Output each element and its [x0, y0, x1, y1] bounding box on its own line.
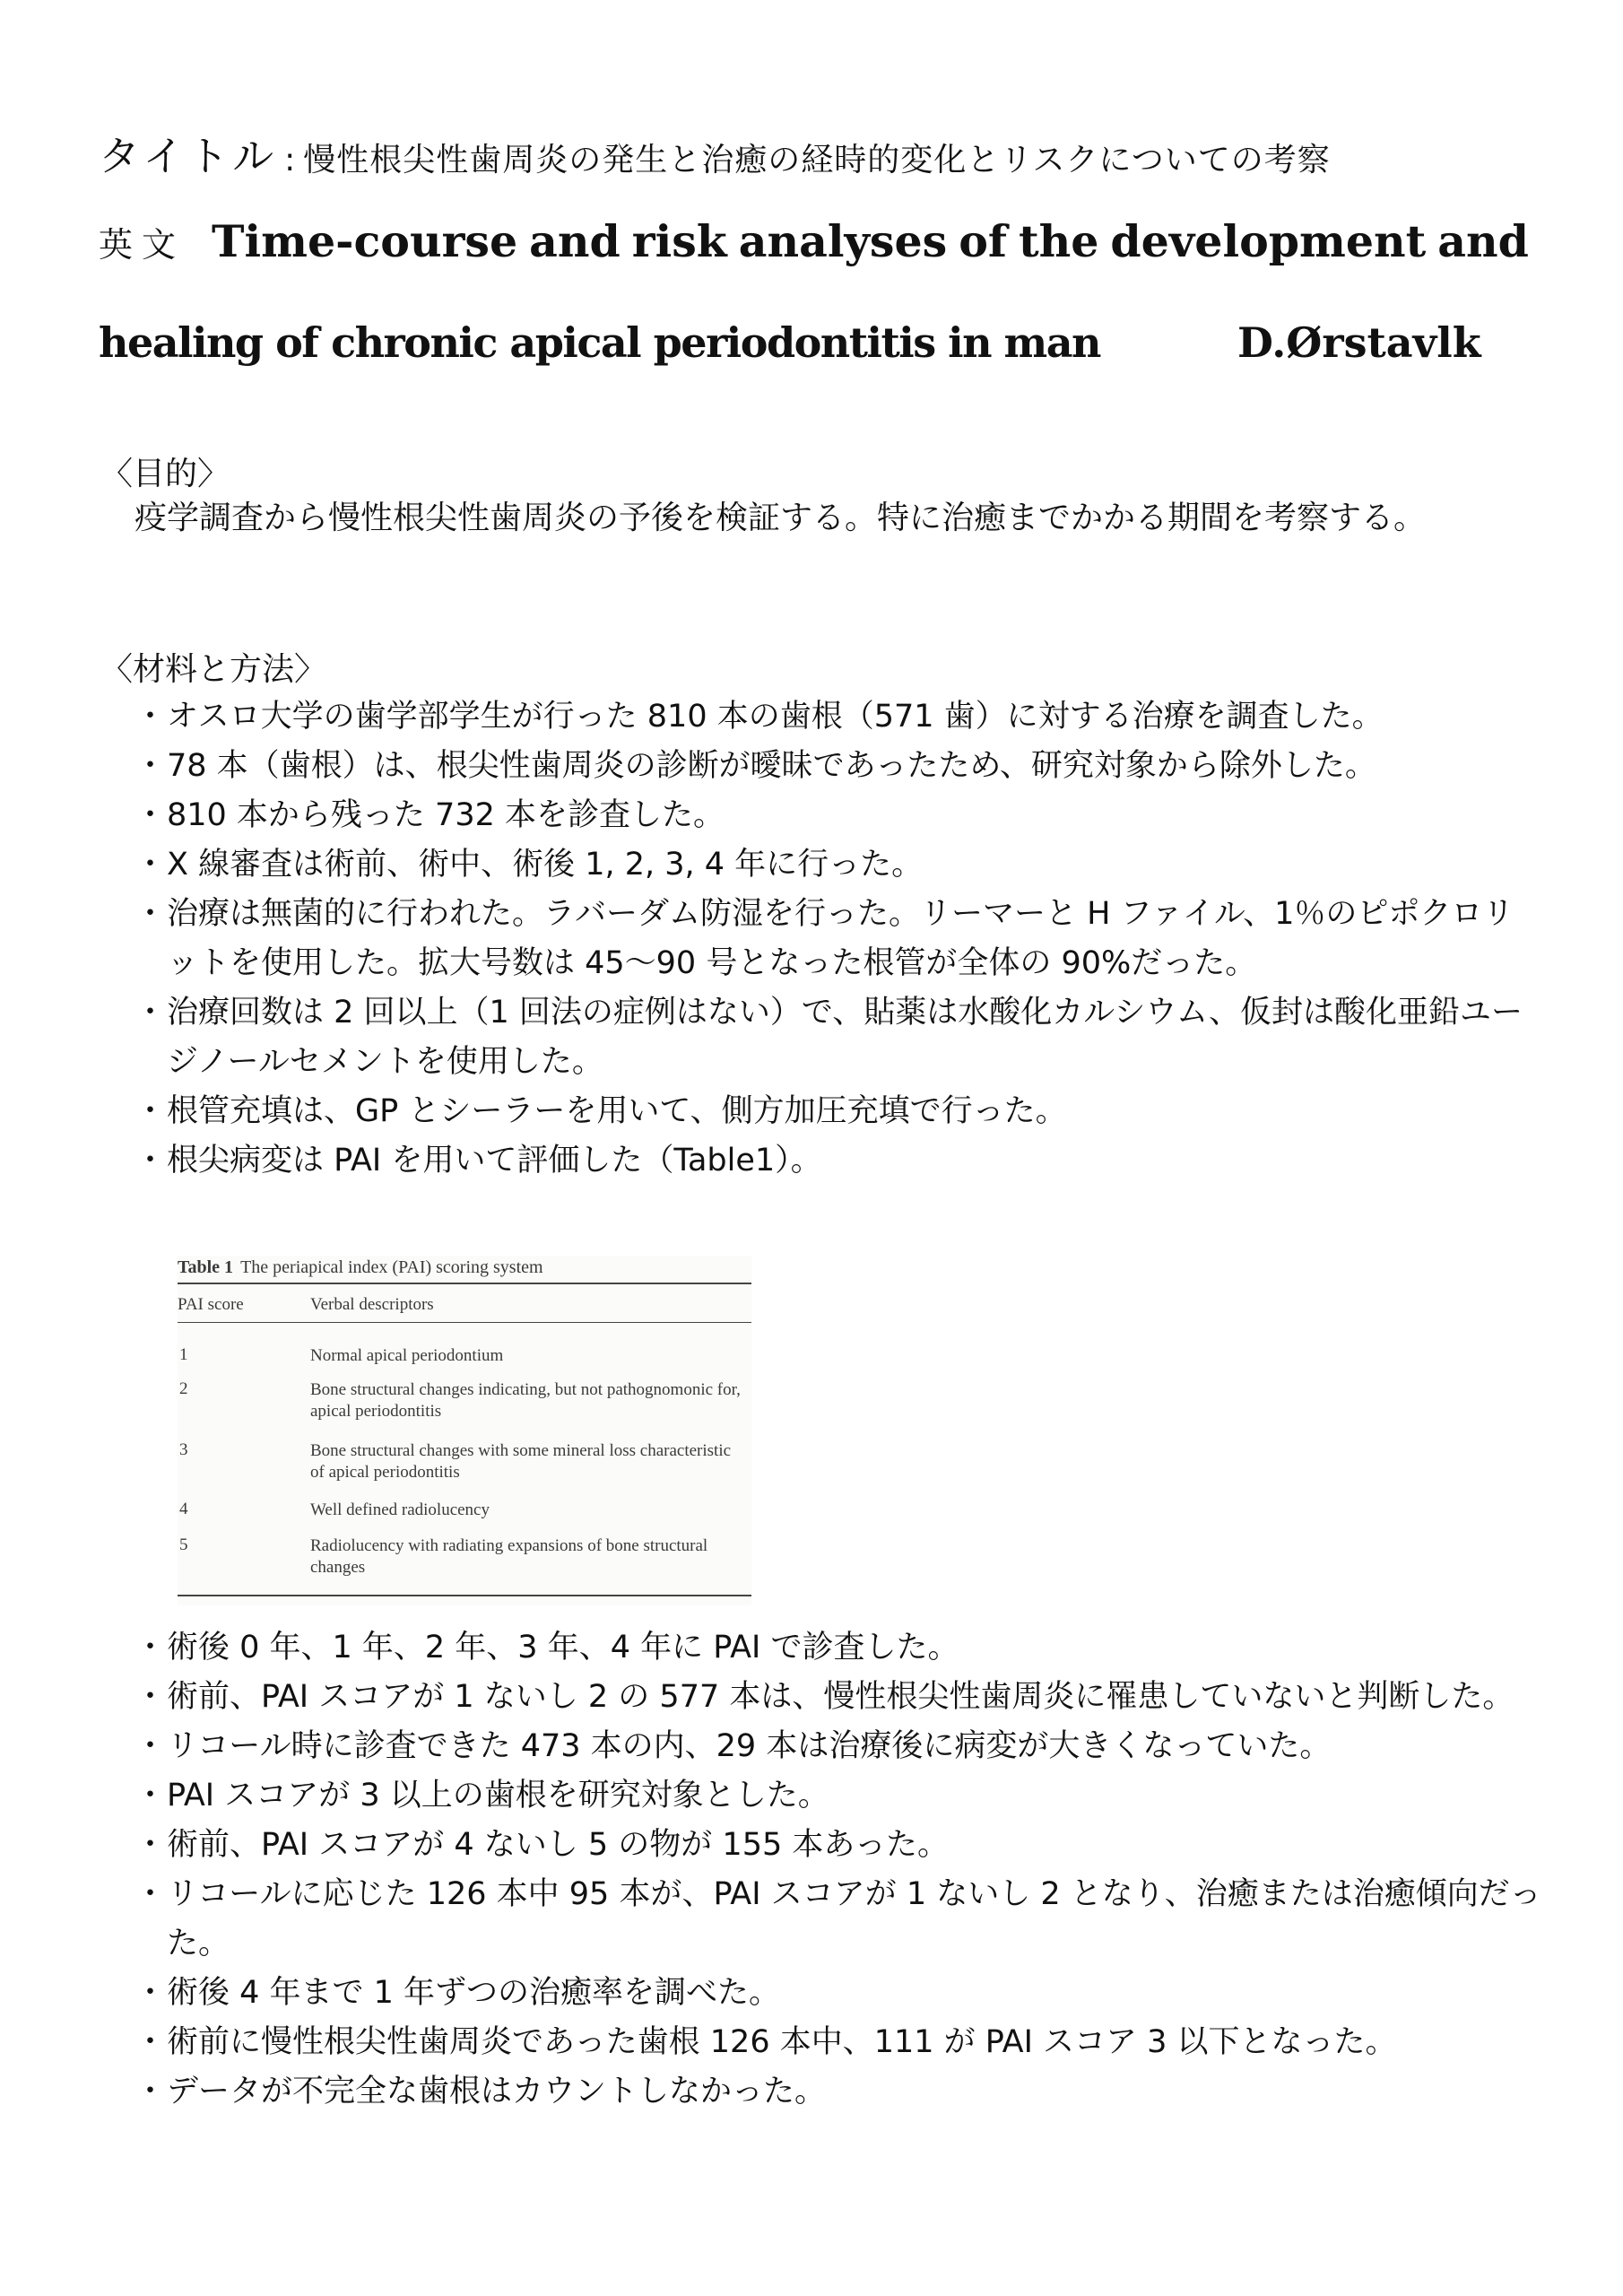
methods-item: [135, 742, 1542, 791]
results-item: [135, 1673, 1542, 1722]
english-title-word: the: [1018, 215, 1099, 267]
bullet-mark: ・: [135, 1876, 167, 1912]
bullet-mark: ・: [135, 1093, 167, 1129]
english-label: 英文: [99, 225, 186, 265]
english-title-word: and: [529, 215, 621, 267]
methods-item-text: X 線審査は術前、術中、術後 1, 2, 3, 4 年に行った。: [167, 847, 924, 883]
table-row-score: 1: [179, 1345, 188, 1364]
document-title: [99, 124, 1331, 183]
table-bottom-rule: [178, 1595, 751, 1596]
bullet-mark: ・: [135, 1827, 167, 1863]
results-item: [135, 2067, 1542, 2117]
english-title-word: of: [959, 215, 1007, 267]
title-label: タイトル: [99, 132, 278, 180]
methods-item-text: オスロ大学の歯学部学生が行った 810 本の歯根（571 歯）に対する治療を調査した。: [167, 699, 1384, 735]
english-title-second-line: healing of chronic apical periodontitis in man: [99, 318, 1100, 367]
purpose-text: 疫学調査から慢性根尖性歯周炎の予後を検証する。特に治癒までかかる期間を考察する。: [135, 500, 1427, 536]
english-title-word: risk: [631, 215, 727, 267]
english-title-word: and: [1437, 215, 1529, 267]
methods-item: [135, 1136, 1542, 1186]
bullet-mark: ・: [135, 995, 167, 1031]
results-item: [135, 1623, 1542, 1673]
pai-table-figure: [178, 1256, 751, 1605]
results-item-text: リコール時に診査できた 473 本の内、29 本は治療後に病変が大きくなっていた。: [167, 1728, 1332, 1764]
purpose-heading: 〈目的〉: [100, 456, 230, 492]
results-item-text: リコールに応じた 126 本中 95 本が、PAI スコアが 1 ないし 2 となり、治癒または治癒傾向だった。: [167, 1876, 1541, 1961]
methods-item: [135, 1087, 1542, 1136]
bullet-mark: ・: [135, 1630, 167, 1665]
results-item-text: 術前、PAI スコアが 4 ないし 5 の物が 155 本あった。: [167, 1827, 950, 1863]
table-row-score: 2: [179, 1379, 188, 1398]
methods-item: [135, 791, 1542, 840]
methods-item: [135, 988, 1542, 1087]
results-list: [135, 1623, 1542, 2117]
table-caption: [178, 1257, 543, 1278]
results-item-text: 術前、PAI スコアが 1 ないし 2 の 577 本は、慢性根尖性歯周炎に罹患していないと判断した。: [167, 1679, 1515, 1715]
methods-item-text: 78 本（歯根）は、根尖性歯周炎の診断が曖昧であったため、研究対象から除外した。: [167, 748, 1376, 784]
table-row-descriptor: Well defined radiolucency: [310, 1500, 490, 1519]
table-row-score: 4: [179, 1500, 188, 1518]
methods-item: [135, 692, 1542, 742]
results-item-text: データが不完全な歯根はカウントしなかった。: [167, 2074, 827, 2109]
table-row-score: 3: [179, 1440, 188, 1459]
methods-heading: 〈材料と方法〉: [100, 651, 327, 688]
bullet-mark: ・: [135, 797, 167, 833]
bullet-mark: ・: [135, 699, 167, 735]
table-caption-number: Table 1: [178, 1257, 234, 1277]
methods-item-text: 治療回数は 2 回以上（1 回法の症例はない）で、貼薬は水酸化カルシウム、仮封は酸化亜鉛ユージノールセメントを使用した。: [167, 995, 1523, 1080]
results-item-text: 術後 4 年まで 1 年ずつの治癒率を調べた。: [167, 1975, 781, 2011]
table-row-descriptor: Radiolucency with radiating expansions of bone structural changes: [310, 1536, 708, 1577]
bullet-mark: ・: [135, 896, 167, 932]
bullet-mark: ・: [135, 1975, 167, 2011]
results-item: [135, 1870, 1542, 1969]
table-top-rule: [178, 1283, 751, 1284]
title-separator: :: [284, 142, 297, 178]
english-title-word: development: [1110, 215, 1427, 267]
table-caption-text: The periapical index (PAI) scoring system: [240, 1257, 543, 1277]
title-text: 慢性根尖性歯周炎の発生と治癒の経時的変化とリスクについての考察: [303, 142, 1331, 178]
bullet-mark: ・: [135, 1679, 167, 1715]
methods-item: [135, 840, 1542, 890]
table-header-descriptors: Verbal descriptors: [310, 1295, 434, 1314]
results-item: [135, 2018, 1542, 2067]
methods-item: [135, 890, 1542, 988]
table-header-score: PAI score: [178, 1295, 244, 1314]
bullet-mark: ・: [135, 2024, 167, 2060]
table-row-score: 5: [179, 1535, 188, 1554]
bullet-mark: ・: [135, 1778, 167, 1813]
table-row-descriptor: Bone structural changes with some mineral loss characteristic of apical periodontitis: [310, 1441, 732, 1482]
bullet-mark: ・: [135, 1728, 167, 1764]
author-name: D.Ørstavlk: [1237, 318, 1481, 367]
bullet-mark: ・: [135, 2074, 167, 2109]
english-title-word: Time-course: [212, 215, 518, 267]
english-title-word: analyses: [738, 215, 948, 267]
methods-item-text: 根尖病変は PAI を用いて評価した（Table1）。: [167, 1143, 822, 1178]
methods-item-text: 治療は無菌的に行われた。ラバーダム防湿を行った。リーマーと H ファイル、1％のピポクロリットを使用した。拡大号数は 45〜90 号となった根管が全体の 90%だった。: [167, 896, 1515, 981]
table-row-descriptor: Bone structural changes indicating, but not pathognomonic for, apical periodontitis: [310, 1380, 741, 1421]
results-item: [135, 1722, 1542, 1771]
bullet-mark: ・: [135, 1143, 167, 1178]
table-header-rule: [178, 1322, 751, 1323]
bullet-mark: ・: [135, 748, 167, 784]
methods-list: [135, 692, 1542, 1186]
results-item: [135, 1969, 1542, 2018]
methods-item-text: 810 本から残った 732 本を診査した。: [167, 797, 725, 833]
results-item-text: 術後 0 年、1 年、2 年、3 年、4 年に PAI で診査した。: [167, 1630, 959, 1665]
results-item: [135, 1821, 1542, 1870]
english-title-first-line: [212, 215, 1529, 267]
methods-item-text: 根管充填は、GP とシーラーを用いて、側方加圧充填で行った。: [167, 1093, 1067, 1129]
results-item: [135, 1771, 1542, 1821]
english-title-line-1: [99, 215, 1529, 267]
results-item-text: 術前に慢性根尖性歯周炎であった歯根 126 本中、111 が PAI スコア 3 以下となった。: [167, 2024, 1397, 2060]
results-item-text: PAI スコアが 3 以上の歯根を研究対象とした。: [167, 1778, 829, 1813]
bullet-mark: ・: [135, 847, 167, 883]
table-row-descriptor: Normal apical periodontium: [310, 1346, 504, 1365]
